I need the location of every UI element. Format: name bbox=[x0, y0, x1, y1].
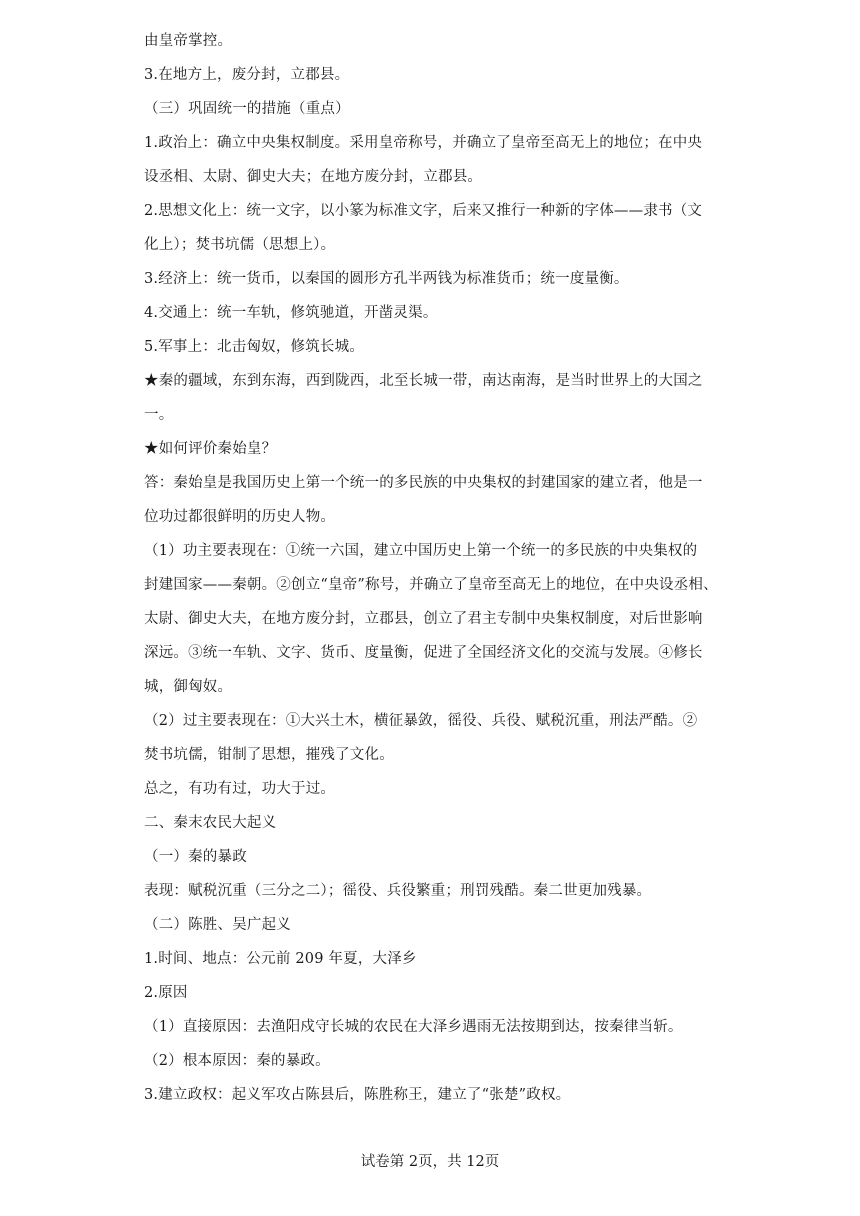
section-heading: （三）巩固统一的措施（重点） bbox=[144, 101, 350, 117]
text-line: 总之，有功有过，功大于过。 bbox=[144, 781, 336, 797]
section-heading: 二、秦末农民大起义 bbox=[144, 815, 277, 831]
text-line: 5.军事上：北击匈奴，修筑长城。 bbox=[144, 339, 365, 355]
text-line: 1.政治上：确立中央集权制度。采用皇帝称号，并确立了皇帝至高无上的地位；在中央 bbox=[144, 135, 703, 151]
text-line: ★如何评价秦始皇？ bbox=[144, 441, 277, 457]
text-line: 1.时间、地点：公元前 209 年夏，大泽乡 bbox=[144, 951, 417, 967]
text-line: （2）根本原因：秦的暴政。 bbox=[144, 1053, 330, 1069]
text-line: 4.交通上：统一车轨，修筑驰道，开凿灵渠。 bbox=[144, 305, 438, 321]
text-line: 化上）；焚书坑儒（思想上）。 bbox=[144, 237, 336, 253]
text-line: ★秦的疆域，东到东海，西到陇西，北至长城一带，南达南海，是当时世界上的大国之 bbox=[144, 373, 703, 389]
section-heading: （二）陈胜、吴广起义 bbox=[144, 917, 291, 933]
text-line: （2）过主要表现在：①大兴土木，横征暴敛，徭役、兵役、赋税沉重，刑法严酷。② bbox=[144, 713, 698, 729]
text-line: 表现：赋税沉重（三分之二）；徭役、兵役繁重；刑罚残酷。秦二世更加残暴。 bbox=[144, 883, 652, 899]
text-line: 2.思想文化上：统一文字，以小篆为标准文字，后来又推行一种新的字体——隶书（文 bbox=[144, 203, 703, 219]
text-line: 焚书坑儒，钳制了思想，摧残了文化。 bbox=[144, 747, 394, 763]
text-line: 太尉、御史大夫，在地方废分封，立郡县，创立了君主专制中央集权制度，对后世影响 bbox=[144, 611, 703, 627]
text-line: 位功过都很鲜明的历史人物。 bbox=[144, 509, 336, 525]
document-body bbox=[144, 24, 720, 1112]
text-line: 2.原因 bbox=[144, 985, 188, 1001]
text-line: （1）直接原因：去渔阳戍守长城的农民在大泽乡遇雨无法按期到达，按秦律当斩。 bbox=[144, 1019, 683, 1035]
section-heading: （一）秦的暴政 bbox=[144, 849, 247, 865]
text-line: 城，御匈奴。 bbox=[144, 679, 233, 695]
text-line: 由皇帝掌控。 bbox=[144, 33, 233, 49]
text-line: 3.建立政权：起义军攻占陈县后，陈胜称王，建立了“张楚”政权。 bbox=[144, 1087, 571, 1103]
text-line: 3.经济上：统一货币，以秦国的圆形方孔半两钱为标准货币；统一度量衡。 bbox=[144, 271, 629, 287]
text-line: 3.在地方上，废分封，立郡县。 bbox=[144, 67, 350, 83]
page-footer: 试卷第 2页，共 12页 bbox=[360, 1154, 500, 1170]
text-line: 封建国家——秦朝。②创立“皇帝”称号，并确立了皇帝至高无上的地位，在中央设丞相、 bbox=[144, 577, 718, 593]
text-line: 答：秦始皇是我国历史上第一个统一的多民族的中央集权的封建国家的建立者，他是一 bbox=[144, 475, 703, 491]
text-line: （1）功主要表现在：①统一六国，建立中国历史上第一个统一的多民族的中央集权的 bbox=[144, 543, 698, 559]
text-line: 深远。③统一车轨、文字、货币、度量衡，促进了全国经济文化的交流与发展。④修长 bbox=[144, 645, 703, 661]
text-line: 设丞相、太尉、御史大夫；在地方废分封，立郡县。 bbox=[144, 169, 483, 185]
text-line: 一。 bbox=[144, 407, 174, 423]
